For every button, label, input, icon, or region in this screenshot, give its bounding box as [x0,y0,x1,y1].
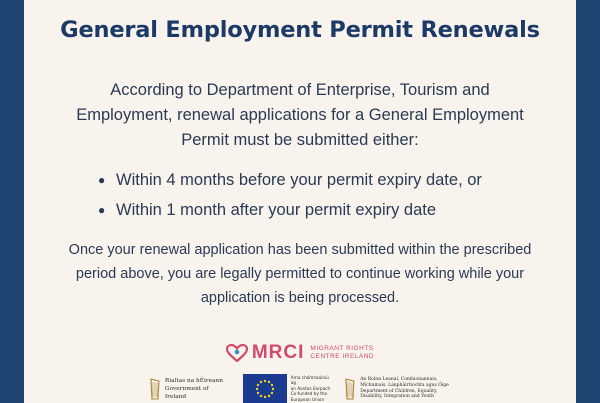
mrci-heart-icon [226,344,248,362]
deadline-list [98,165,482,225]
mrci-logo [24,342,576,364]
info-card [24,0,576,403]
eu-flag-icon [243,374,287,403]
eu-stars-icon [250,378,280,400]
list-item [98,165,482,195]
mrci-subtitle: MIGRANT RIGHTS CENTRE IRELAND [310,345,375,360]
harp-icon [149,377,161,401]
government-logo-text: Rialtas na hÉireann Government of Ireland [164,377,223,400]
list-item [98,195,482,225]
department-logo-text: An Roinn Leanaí, Comhionannais, Míchumais, Lánpháirtíochta agus Óige Department of Children, Equality, Disability, Integration and Youth [360,376,449,400]
funding-logos [149,374,479,403]
outro-paragraph: Once your renewal application has been submitted within the prescribed period above, you are legally permitted to continue working while your application is being processed. [68,242,532,306]
intro-paragraph: According to Department of Enterprise, Tourism and Employment, renewal applications for a General Employment Permit must be submitted either: [76,81,524,149]
harp-icon [344,377,356,401]
page-title: General Employment Permit Renewals [60,17,540,43]
eu-funding-text: Arna chómhaoiniú ag an Aontas Eorpach Co-funded by the European Union [290,374,331,402]
bullet-icon: ● [98,203,106,217]
mrci-wordmark: MRCI [251,342,305,363]
bullet-text: Within 4 months before your permit expiry date, or [116,171,482,189]
bullet-icon: ● [98,173,106,187]
bullet-text: Within 1 month after your permit expiry date [116,201,437,219]
